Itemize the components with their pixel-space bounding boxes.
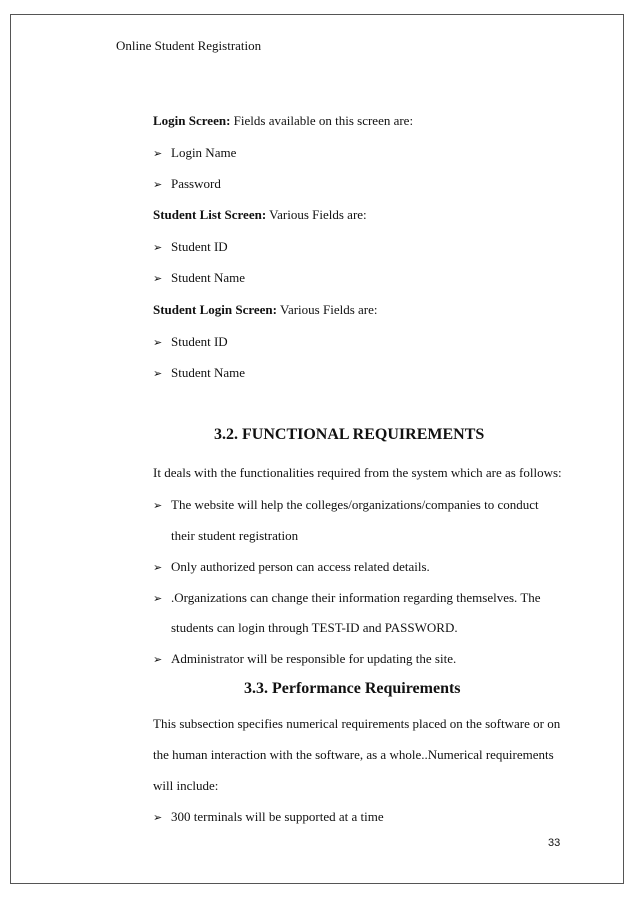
arrow-bullet-icon: ➢ [153, 653, 163, 666]
student-login-label: Student Login Screen: [153, 302, 277, 317]
list-item: ➢ Password [153, 176, 221, 191]
arrow-bullet-icon: ➢ [153, 178, 163, 191]
paragraph-line: will include: [153, 778, 219, 793]
login-screen-text: Fields available on this screen are: [230, 113, 414, 128]
list-item: ➢ Administrator will be responsible for updating the site. [153, 651, 457, 666]
list-item: ➢ .Organizations can change their information regarding themselves. The [153, 590, 541, 605]
list-item-continuation: students can login through TEST-ID and PASSWORD. [171, 620, 458, 635]
performance-heading: 3.3. Performance Requirements [244, 680, 461, 697]
student-list-label: Student List Screen: [153, 207, 267, 222]
arrow-bullet-icon: ➢ [153, 241, 163, 254]
list-item: ➢ Student ID [153, 334, 228, 349]
arrow-bullet-icon: ➢ [153, 592, 163, 605]
list-item: ➢ 300 terminals will be supported at a time [153, 809, 384, 824]
list-item: ➢ Only authorized person can access related details. [153, 559, 430, 574]
paragraph-line: the human interaction with the software, as a whole..Numerical requirements [153, 747, 554, 762]
functional-intro: It deals with the functionalities required from the system which are as follows: [153, 465, 562, 480]
list-item: ➢ The website will help the colleges/organizations/companies to conduct [153, 497, 539, 512]
arrow-bullet-icon: ➢ [153, 367, 163, 380]
student-list-text: Various Fields are: [266, 207, 367, 222]
paragraph-line: This subsection specifies numerical requirements placed on the software or on [153, 716, 561, 731]
list-item: ➢ Student Name [153, 270, 246, 285]
list-item-continuation: their student registration [171, 528, 299, 543]
login-screen-label: Login Screen: [153, 113, 231, 128]
student-login-line [153, 302, 378, 318]
arrow-bullet-icon: ➢ [153, 272, 163, 285]
student-login-text: Various Fields are: [277, 302, 378, 317]
running-header: Online Student Registration [116, 38, 262, 53]
functional-heading: 3.2. FUNCTIONAL REQUIREMENTS [214, 426, 485, 443]
list-item: ➢ Login Name [153, 145, 237, 160]
arrow-bullet-icon: ➢ [153, 147, 163, 160]
login-screen-line [153, 113, 413, 129]
arrow-bullet-icon: ➢ [153, 499, 163, 512]
list-item: ➢ Student ID [153, 239, 228, 254]
arrow-bullet-icon: ➢ [153, 561, 163, 574]
list-item: ➢ Student Name [153, 365, 246, 380]
arrow-bullet-icon: ➢ [153, 811, 163, 824]
student-list-line [153, 207, 367, 223]
arrow-bullet-icon: ➢ [153, 336, 163, 349]
page-number: 33 [548, 837, 561, 849]
